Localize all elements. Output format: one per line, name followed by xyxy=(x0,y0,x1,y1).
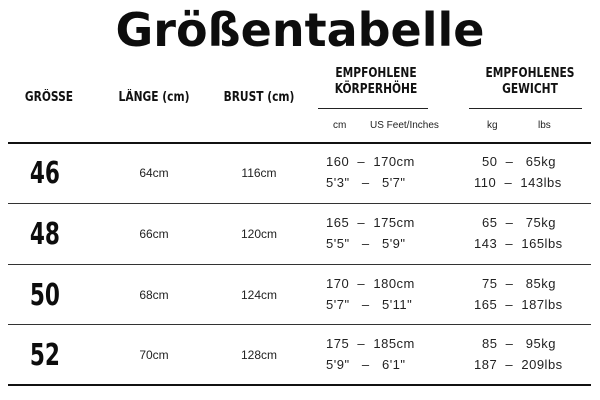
header-koerperhoehe-line1: EMPFOHLENE xyxy=(335,66,417,81)
laenge-cell: 70cm xyxy=(139,348,169,362)
size-value: 46 xyxy=(29,155,61,191)
size-cell xyxy=(10,204,80,264)
laenge-cell: 64cm xyxy=(139,166,169,180)
table-bottom-divider xyxy=(8,384,591,386)
subheader-lbs: lbs xyxy=(538,120,551,131)
header-gewicht-line1: EMPFOHLENES xyxy=(485,66,575,81)
weight-kg-range: 65 – 75kg xyxy=(482,215,556,230)
height-cm-range: 170 – 180cm xyxy=(326,276,415,291)
page-title: Größentabelle xyxy=(115,3,485,57)
height-cm-range: 165 – 175cm xyxy=(326,215,415,230)
weight-lbs-range: 187 – 209lbs xyxy=(474,357,563,372)
weight-kg-range: 50 – 65kg xyxy=(482,154,556,169)
table-row xyxy=(0,204,600,264)
brust-cell: 116cm xyxy=(241,166,277,180)
header-gewicht-line2: GEWICHT xyxy=(502,82,558,97)
subheader-cm: cm xyxy=(333,120,347,131)
height-ft-range: 5'9" – 6'1" xyxy=(326,357,406,372)
laenge-cell: 68cm xyxy=(139,288,169,302)
subheader-kg: kg xyxy=(487,120,498,131)
header-gewicht xyxy=(481,66,579,98)
height-ft-range: 5'5" – 5'9" xyxy=(326,236,406,251)
header-laenge: LÄNGE (cm) xyxy=(118,90,190,105)
brust-cell: 124cm xyxy=(240,288,278,302)
size-cell xyxy=(10,325,80,385)
header-brust: BRUST (cm) xyxy=(223,90,295,105)
height-cm-range: 175 – 185cm xyxy=(326,336,415,351)
weight-lbs-range: 110 – 143lbs xyxy=(474,175,562,190)
size-value: 52 xyxy=(29,337,61,373)
weight-kg-range: 75 – 85kg xyxy=(482,276,556,291)
header-koerperhoehe xyxy=(327,66,425,98)
weight-lbs-range: 143 – 165lbs xyxy=(474,236,563,251)
header-koerperhoehe-line2: KÖRPERHÖHE xyxy=(334,82,418,97)
brust-cell: 128cm xyxy=(240,348,278,362)
subheader-us-feet-inches: US Feet/Inches xyxy=(370,120,439,131)
laenge-cell: 66cm xyxy=(139,227,169,241)
size-value: 50 xyxy=(29,277,61,313)
header-groesse: GRÖSSE xyxy=(24,90,74,105)
table-row xyxy=(0,325,600,385)
height-ft-range: 5'3" – 5'7" xyxy=(326,175,406,190)
height-ft-range: 5'7" – 5'11" xyxy=(326,297,413,312)
height-cm-range: 160 – 170cm xyxy=(326,154,415,169)
weight-kg-range: 85 – 95kg xyxy=(482,336,556,351)
header-underline-gewicht xyxy=(469,108,582,109)
table-row xyxy=(0,143,600,203)
size-cell xyxy=(10,143,80,203)
size-value: 48 xyxy=(29,216,61,252)
size-cell xyxy=(10,265,80,325)
header-underline-koerperhoehe xyxy=(318,108,428,109)
table-row xyxy=(0,265,600,325)
weight-lbs-range: 165 – 187lbs xyxy=(474,297,563,312)
brust-cell: 120cm xyxy=(240,227,278,241)
